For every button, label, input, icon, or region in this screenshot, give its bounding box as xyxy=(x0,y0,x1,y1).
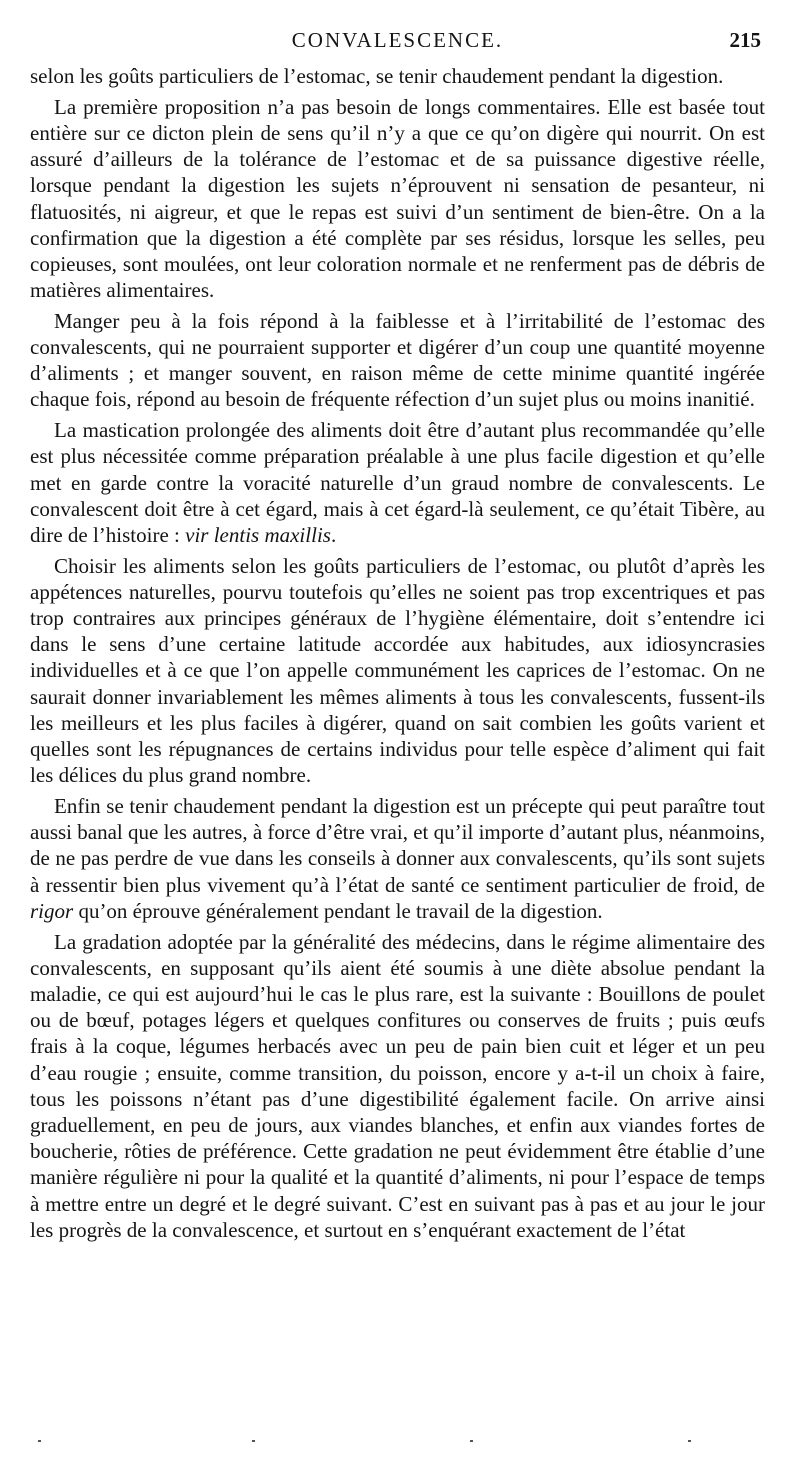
text-run: . xyxy=(330,522,337,547)
paragraph-mastication xyxy=(30,417,765,548)
latin-phrase: vir lentis maxillis xyxy=(185,522,331,547)
paragraph-keep-warm xyxy=(30,793,765,924)
edge-mark xyxy=(252,1440,255,1442)
paragraph-eat-little: Manger peu à la fois répond à la faiblesse et à l’irritabilité de l’estomac des convalescents, qui ne pourraient supporter et digérer d’un coup une quantité moyenne d’aliments ; et manger souvent, en raison même de cette minime quantité ingérée chaque fois, répond au besoin de fréquente réfection d’un sujet plus ou moins inanitié. xyxy=(30,308,765,412)
page-number: 215 xyxy=(729,28,761,52)
page-edge-marks xyxy=(30,1436,765,1446)
edge-mark xyxy=(470,1440,473,1442)
page-header xyxy=(30,28,765,60)
text-run: La mastication prolongée des aliments doit être d’autant plus recommandée qu’elle est plus nécessitée comme préparation préalable à une plus facile digestion et qu’elle met en garde contre la voracité naturelle d’un graud nombre de convalescents. Le convalescent doit être à cet égard, mais à cet égard-là seulement, ce qu’était Tibère, au dire de l’histoire : xyxy=(30,418,765,547)
paragraph-continuation: selon les goûts particuliers de l’estomac, se tenir chaudement pendant la digestion. xyxy=(30,64,724,88)
edge-mark xyxy=(38,1440,41,1442)
latin-word: rigor xyxy=(30,898,74,923)
running-title: CONVALESCENCE. xyxy=(291,28,504,52)
paragraph-choose-foods: Choisir les aliments selon les goûts particuliers de l’estomac, ou plutôt d’après les appétences naturelles, pourvu toutefois qu’elles ne soient pas trop excentriques et pas trop contraires aux principes généraux de l’hygiène élémentaire, doit s’entendre ici dans le sens d’une certaine latitude accordée aux habitudes, aux idiosyncrasies individuelles et à ce que l’on appelle communément les caprices de l’estomac. On ne saurait donner invariablement les mêmes aliments à tous les convalescents, fussent-ils les meilleurs et les plus faciles à digérer, quand on sait combien les goûts varient et quelles sont les répugnances de certains individus pour telle espèce d’aliment qui fait les délices du plus grand nombre. xyxy=(30,553,765,788)
body-text xyxy=(30,63,765,1243)
text-run: Enfin se tenir chaudement pendant la digestion est un précepte qui peut paraître tout aussi banal que les autres, à force d’être vrai, et qu’il importe d’autant plus, néanmoins, de ne pas perdre de vue dans les conseils à donner aux convalescents, qu’ils sont sujets à ressentir bien plus vivement qu’à l’état de santé ce sentiment particulier de froid, de xyxy=(30,793,765,897)
paragraph-gradation: La gradation adoptée par la généralité des médecins, dans le régime alimentaire des convalescents, en supposant qu’ils aient été soumis à une diète absolue pendant la maladie, ce qui est aujourd’hui le cas le plus rare, est la suivante : Bouillons de poulet ou de bœuf, potages légers et quelques confitures ou conserves de fruits ; puis œufs frais à la coque, légumes herbacés avec un peu de pain bien cuit et léger et un peu d’eau rougie ; ensuite, comme transition, du poisson, encore y a-t-il un choix à faire, tous les poissons n’étant pas d’une digestibilité également facile. On arrive ainsi graduellement, en peu de jours, aux viandes blanches, et enfin aux viandes fortes de boucherie, rôties de préférence. Cette gradation ne peut évidemment être établie d’une manière régulière ni pour la qualité et la quantité d’aliments, ni pour l’espace de temps à mettre entre un degré et le degré suivant. C’est en suivant pas à pas et au jour le jour les progrès de la convalescence, et surtout en s’enquérant exactement de l’état xyxy=(30,929,765,1242)
edge-mark xyxy=(688,1440,691,1442)
paragraph-first-proposition: La première proposition n’a pas besoin de longs commentaires. Elle est basée tout entière sur ce dicton plein de sens qu’il n’y a que ce qu’on digère qui nourrit. On est assuré d’ailleurs de la tolérance de l’estomac et de sa puissance digestive réelle, lorsque pendant la digestion les sujets n’éprouvent ni sensation de pesanteur, ni flatuosités, ni aigreur, et que le repas est suivi d’un sentiment de bien-être. On a la confirmation que la digestion a été complète par ses résidus, lorsque les selles, peu copieuses, sont moulées, ont leur coloration normale et ne renferment pas de débris de matières alimentaires. xyxy=(30,94,765,303)
text-run: qu’on éprouve généralement pendant le travail de la digestion. xyxy=(73,898,603,923)
